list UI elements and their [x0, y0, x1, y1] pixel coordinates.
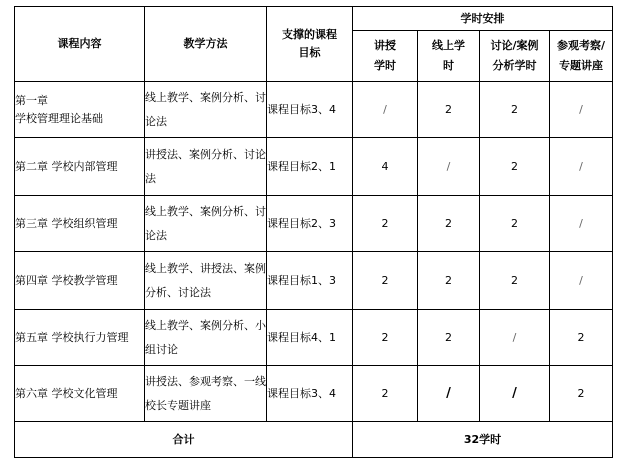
row-content: 第一章 学校管理理论基础: [15, 82, 145, 138]
row-discussion: 2: [480, 138, 550, 196]
table-row: [15, 82, 613, 138]
row-discussion: 2: [480, 252, 550, 310]
header-teaching-method: 教学方法: [145, 7, 267, 82]
header-discussion-text: 讨论/案例分析学时: [490, 39, 539, 73]
row-lecture: 2: [353, 366, 418, 422]
row-lecture: 2: [353, 196, 418, 252]
row-content: 第六章 学校文化管理: [15, 366, 145, 422]
header-online-hours: [418, 31, 480, 82]
table-row: [15, 196, 613, 252]
header-discussion-hours: [480, 31, 550, 82]
table-row: [15, 366, 613, 422]
row-objective: 课程目标3、4: [267, 82, 353, 138]
row-method: 线上教学、案例分析、讨论法: [145, 82, 267, 138]
row-lecture: 4: [353, 138, 418, 196]
row-objective: 课程目标2、1: [267, 138, 353, 196]
row-content: 第三章 学校组织管理: [15, 196, 145, 252]
row-online: /: [418, 366, 480, 422]
row-visit: /: [550, 196, 613, 252]
schedule-table-container: [14, 6, 613, 458]
row-visit: /: [550, 252, 613, 310]
header-course-objective-text: 支撑的课程目标: [282, 28, 337, 59]
header-lecture-text: 讲授学时: [374, 39, 396, 73]
row-lecture: 2: [353, 252, 418, 310]
row-visit: 2: [550, 310, 613, 366]
row-online: 2: [418, 82, 480, 138]
row-online: 2: [418, 252, 480, 310]
row-visit: /: [550, 138, 613, 196]
header-online-text: 线上学时: [432, 39, 465, 73]
row-objective: 课程目标1、3: [267, 252, 353, 310]
row-lecture: /: [353, 82, 418, 138]
row-online: 2: [418, 196, 480, 252]
total-value: 32学时: [353, 422, 613, 458]
row-method: 线上教学、讲授法、案例分析、讨论法: [145, 252, 267, 310]
header-visit-hours: [550, 31, 613, 82]
header-row-1: [15, 7, 613, 31]
row-online: /: [418, 138, 480, 196]
row-discussion: 2: [480, 82, 550, 138]
row-method: 讲授法、案例分析、讨论法: [145, 138, 267, 196]
total-label: 合计: [15, 422, 353, 458]
header-course-objective: [267, 7, 353, 82]
table-row: [15, 310, 613, 366]
row-discussion: /: [480, 366, 550, 422]
table-row: [15, 138, 613, 196]
row-method: 线上教学、案例分析、小组讨论: [145, 310, 267, 366]
course-schedule-table: [14, 6, 613, 458]
row-objective: 课程目标4、1: [267, 310, 353, 366]
row-discussion: /: [480, 310, 550, 366]
row-objective: 课程目标2、3: [267, 196, 353, 252]
row-content: 第四章 学校教学管理: [15, 252, 145, 310]
row-objective: 课程目标3、4: [267, 366, 353, 422]
total-row: [15, 422, 613, 458]
header-lecture-hours: [353, 31, 418, 82]
header-course-content: 课程内容: [15, 7, 145, 82]
table-row: [15, 252, 613, 310]
header-schedule: 学时安排: [353, 7, 613, 31]
row-online: 2: [418, 310, 480, 366]
row-discussion: 2: [480, 196, 550, 252]
row-visit: 2: [550, 366, 613, 422]
row-lecture: 2: [353, 310, 418, 366]
row-visit: /: [550, 82, 613, 138]
row-method: 讲授法、参观考察、一线校长专题讲座: [145, 366, 267, 422]
row-content: 第二章 学校内部管理: [15, 138, 145, 196]
header-visit-text: 参观考察/专题讲座: [556, 39, 606, 73]
row-method: 线上教学、案例分析、讨论法: [145, 196, 267, 252]
row-content: 第五章 学校执行力管理: [15, 310, 145, 366]
